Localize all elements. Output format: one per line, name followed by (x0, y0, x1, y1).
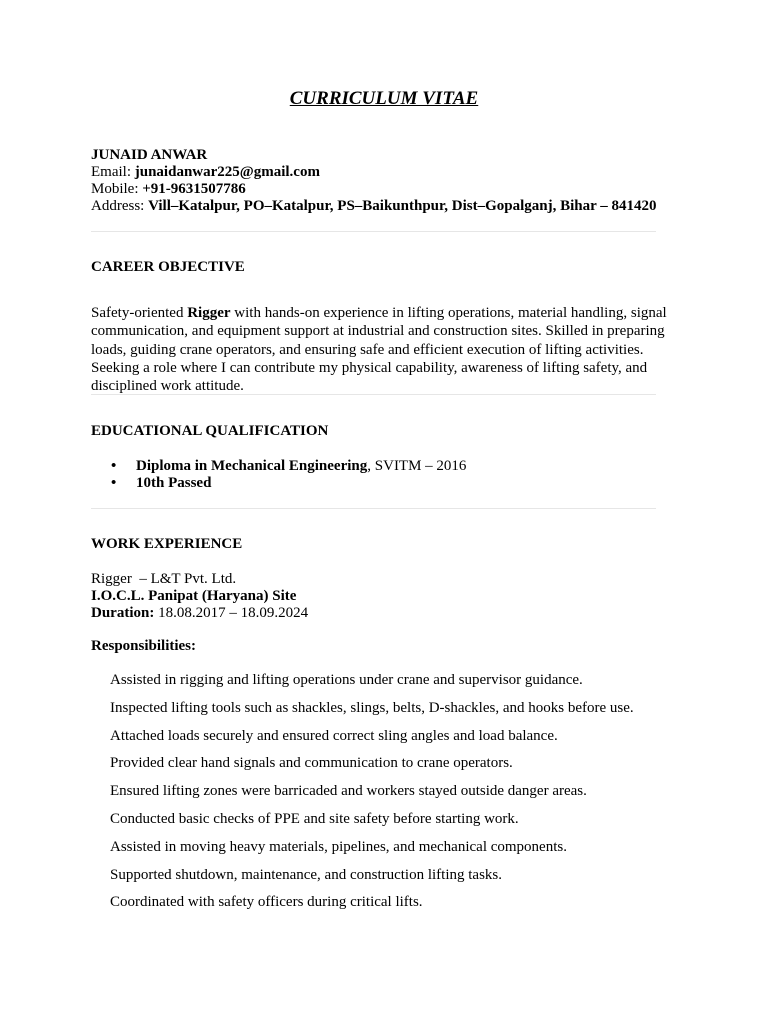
section-divider (91, 394, 656, 395)
duration-value: 18.08.2017 – 18.09.2024 (154, 605, 309, 621)
education-detail: , SVITM – 2016 (367, 458, 467, 474)
email-line (91, 164, 657, 181)
job-site-value: I.O.C.L. Panipat (Haryana) Site (91, 588, 297, 604)
responsibility-item: Ensured lifting zones were barricaded and workers stayed outside danger areas. (110, 783, 587, 800)
responsibility-item: Assisted in moving heavy materials, pipelines, and mechanical components. (110, 838, 567, 855)
document-title: CURRICULUM VITAE (289, 88, 479, 109)
education-item (91, 475, 466, 492)
work-entry (91, 571, 308, 622)
objective-role: Rigger (187, 305, 231, 321)
mobile-value: +91-9631507786 (142, 181, 246, 197)
education-degree: 10th Passed (136, 475, 212, 491)
education-heading: EDUCATIONAL QUALIFICATION (91, 423, 329, 439)
job-role-company: Rigger – L&T Pvt. Ltd. (91, 571, 237, 587)
career-objective-heading: CAREER OBJECTIVE (91, 259, 245, 275)
responsibility-item: Attached loads securely and ensured correct sling angles and load balance. (110, 727, 558, 744)
education-item (91, 458, 466, 475)
responsibility-item: Provided clear hand signals and communication to crane operators. (110, 755, 513, 772)
education-degree: Diploma in Mechanical Engineering (136, 458, 368, 474)
responsibility-item: Conducted basic checks of PPE and site safety before starting work. (110, 810, 519, 827)
address-value: Vill–Katalpur, PO–Katalpur, PS–Baikunthpur, Dist–Gopalganj, Bihar – 841420 (148, 198, 657, 214)
email-label: Email: (91, 164, 135, 180)
section-divider (91, 231, 656, 232)
email-value: junaidanwar225@gmail.com (134, 164, 320, 180)
address-line (91, 198, 657, 215)
responsibilities-heading: Responsibilities: (91, 638, 197, 654)
candidate-name: JUNAID ANWAR (91, 147, 208, 163)
responsibility-item: Inspected lifting tools such as shackles, slings, belts, D-shackles, and hooks before use. (110, 699, 634, 716)
mobile-line (91, 181, 657, 198)
responsibility-item: Supported shutdown, maintenance, and construction lifting tasks. (110, 866, 503, 883)
address-label: Address: (91, 198, 149, 214)
job-site (91, 588, 308, 605)
contact-details (91, 164, 657, 215)
career-objective-text (91, 304, 681, 395)
section-divider (91, 508, 656, 509)
responsibility-item: Assisted in rigging and lifting operations under crane and supervisor guidance. (110, 672, 583, 688)
education-list (91, 458, 466, 492)
mobile-label: Mobile: (91, 181, 143, 197)
responsibilities-list (110, 672, 634, 922)
bullet-icon: • (111, 475, 117, 491)
objective-prefix: Safety-oriented (91, 305, 188, 321)
objective-body: with hands-on experience in lifting operations, material handling, signal communication, and equipment support at industrial and construction sites. Skilled in preparing loads, guiding crane operators, and ensuring safe and efficient execution of lifting activities. Seeking a role where I can contribute my physical capability, awareness of lifting safety, and disciplined work attitude. (91, 305, 667, 395)
duration-label: Duration: (91, 605, 155, 621)
job-duration (91, 605, 308, 622)
work-experience-heading: WORK EXPERIENCE (91, 536, 243, 552)
bullet-icon: • (111, 458, 117, 474)
responsibility-item: Coordinated with safety officers during critical lifts. (110, 894, 423, 911)
